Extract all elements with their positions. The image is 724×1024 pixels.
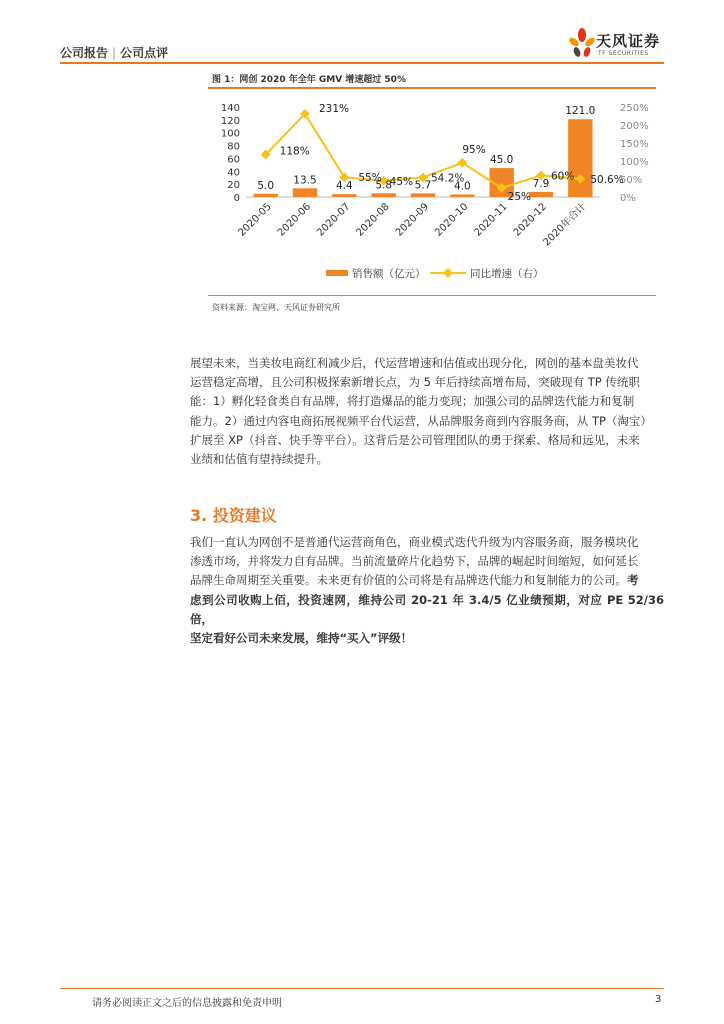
x-tick-label: 2020-05 [236,201,274,239]
y-left-tick-label: 40 [227,167,240,179]
y-left-tick-label: 20 [227,180,240,192]
growth-value-label: 60% [551,170,575,183]
outlook-paragraph [190,354,664,469]
y-left-tick-label: 100 [220,128,240,140]
investment-advice-paragraph [190,533,664,648]
growth-value-label: 54.2% [431,172,465,185]
bar-value-label: 5.8 [375,179,393,192]
growth-value-label: 50.6% [590,173,624,186]
legend-line-marker [443,268,453,278]
section-title: 3. 投资建议 [190,506,277,525]
para-line: 渗透市场，并将发力自有品牌。当前流量碎片化趋势下，品牌的崛起时间缩短，如何延长 [190,554,639,569]
bar-value-label: 13.5 [293,174,317,187]
page-number: 3 [655,994,662,1005]
figure-source: 资料来源：淘宝网、天风证券研究所 [212,303,340,312]
y-right-tick-label: 50% [620,175,643,186]
logo-subtitle: TF SECURITIES [598,50,649,57]
growth-value-label: 118% [279,145,310,158]
x-tick-label: 2020-10 [433,201,471,239]
y-right-tick-label: 250% [620,103,649,114]
x-tick-label: 2020-09 [393,201,432,239]
para-line-text: 品牌生命周期至关重要。未来更有价值的公司将是有品牌迭代能力和复制能力的公司。 [190,573,627,588]
footer-disclaimer: 请务必阅读正文之后的信息披露和免责申明 [92,998,282,1009]
y-right-tick-label: 100% [620,157,649,168]
growth-value-label: 55% [358,172,382,185]
y-left-tick-label: 60 [227,154,240,166]
company-logo [568,26,678,62]
y-left-tick-label: 120 [220,115,240,127]
logo-mark-icon [568,26,596,60]
legend-bar-label: 销售额（亿元） [352,268,426,280]
growth-value-label: 95% [462,143,486,156]
growth-value-label: 25% [507,191,532,203]
legend-line-label: 同比增速（右） [470,268,544,280]
bar-value-label: 4.4 [335,180,353,193]
bar-value-label: 45.0 [489,154,514,167]
bar [411,193,435,197]
y-left-tick-label: 80 [227,141,240,153]
y-right-tick-label: 0% [620,193,636,204]
report-type-label: 公司报告 [60,46,109,60]
bar-value-label: 5.7 [414,179,432,192]
bar-value-label: 5.0 [257,179,275,192]
para-line [190,571,664,590]
bar [253,194,277,197]
x-tick-label: 2020-08 [354,201,392,239]
growth-value-label: 231% [319,102,350,115]
para-line: 我们一直认为网创不是普通代运营商角色，商业模式迭代升级为内容服务商，服务模块化 [190,535,639,549]
bar [293,188,317,197]
legend-bar-swatch [326,270,348,276]
header-divider [60,62,664,64]
para-bold-line: 坚定看好公司未来发展，维持“买入”评级！ [190,631,413,646]
para-line: 运营稳定高增，且公司积极探索新增长点，为 5 年后持续高增布局，突破现有 TP 传统职 [190,375,640,390]
x-tick-label: 2020-12 [511,201,550,239]
para-line: 展望未来，当美妆电商红利减少后，代运营增速和估值或出现分化，网创的基本盘美妆代 [190,356,639,370]
para-line: 扩展至 XP（抖音、快手等平台）。这背后是公司管理团队的勇于探索、格局和远见，未来 [190,432,640,447]
para-line: 能力。2）通过内容电商拓展视频平台代运营，从品牌服务商到内容服务商，从 TP（淘宝） [190,413,652,428]
para-line: 业绩和估值有望持续提升。 [190,452,328,467]
bar [529,192,553,197]
x-tick-label: 2020-11 [472,201,510,239]
bar [371,193,395,197]
growth-point [457,158,467,168]
bar [450,194,474,197]
para-bold-text: 考 [627,573,639,588]
y-right-tick-label: 150% [620,139,649,150]
logo-name: 天风证券 [596,32,661,50]
bar-value-label: 7.9 [532,177,550,190]
growth-value-label: 45% [389,175,414,188]
report-category [60,44,168,61]
bar-value-label: 121.0 [565,105,596,118]
header-separator: | [112,46,117,60]
x-tick-label: 2020-06 [275,201,314,239]
y-right-tick-label: 200% [620,121,649,132]
y-left-tick-label: 0 [233,193,240,204]
figure-title: 图 1：网创 2020 年全年 GMV 增速超过 50% [212,75,406,85]
footer-divider [60,988,664,989]
bar [332,194,356,197]
para-bold-line: 虑到公司收购上佰，投资速网，维持公司 20-21 年 3.4/5 亿业绩预期，对应 PE 52/36 倍， [190,592,664,626]
x-tick-label: 2020-07 [315,201,353,239]
y-left-tick-label: 140 [220,103,240,114]
bar-value-label: 4.0 [453,180,471,193]
gmv-chart [208,89,656,293]
figure-bottom-rule [208,295,656,296]
para-line: 能：1）孵化轻食类自有品牌，将打造爆品的能力变现；加强公司的品牌迭代能力和复制 [190,394,635,409]
bar [568,119,592,197]
report-subtype-label: 公司点评 [120,46,169,60]
x-tick-label: 2020年合计 [541,201,589,249]
